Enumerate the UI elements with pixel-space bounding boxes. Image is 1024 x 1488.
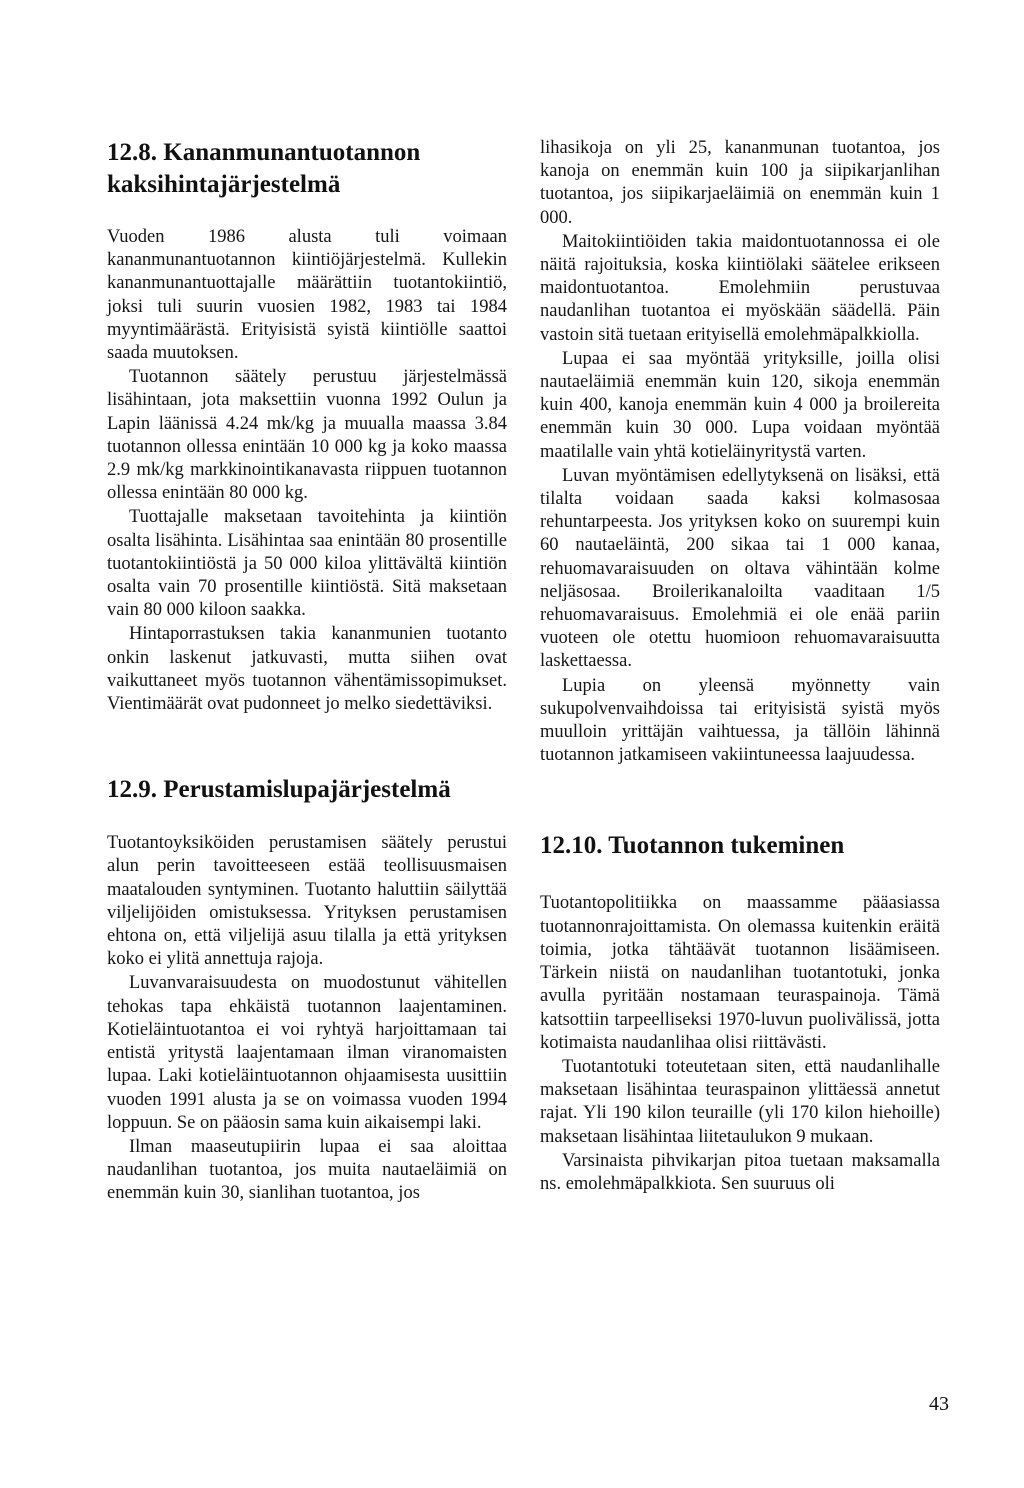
paragraph: Tuotantotuki toteutetaan siten, että naudanlihalle maksetaan lisähintaa teuraspainon ylittäessä annetut rajat. Yli 190 kilon teuraille (yli 170 kilon hiehoille) maksetaan lisähintaa liitetaulukon 9 mukaan. bbox=[540, 1056, 940, 1147]
paragraph: Tuotantopolitiikka on maassamme pääasiassa tuotannonrajoittamista. On olemassa kuitenkin eräitä toimia, jotka tähtäävät tuotannon lisäämiseen. Tärkein niistä on naudanlihan tuotantotuki, jonka avulla pyritään nostamaan teuraspainoja. Tämä katsottiin tarpeelliseksi 1970-luvun puolivälissä, jotta kotimaista naudanlihaa olisi riittävästi. bbox=[540, 893, 940, 1053]
section-12-9-continued-body bbox=[540, 137, 940, 767]
paragraph: Ilman maaseutupiirin lupaa ei saa aloittaa naudanlihan tuotantoa, jos muita nautaeläimiä on enemmän kuin 30, sianlihan tuotantoa, jos bbox=[107, 1136, 507, 1204]
section-12-10-heading: 12.10. Tuotannon tukeminen bbox=[540, 832, 845, 860]
section-12-9-body bbox=[107, 832, 507, 1205]
paragraph: Luvanvaraisuudesta on muodostunut vähitellen tehokas tapa ehkäistä tuotannon laajentaminen. Kotieläintuotantoa ei voi ryhtyä harjoittamaan tai entistä yritystä laajentamaan ilman viranomaisten lupaa. Laki kotieläintuotannon ohjaamisesta uusittiin vuoden 1991 alusta ja se on voimassa vuoden 1994 loppuun. Se on pääosin sama kuin aikaisempi laki. bbox=[107, 973, 507, 1133]
section-12-8-body bbox=[107, 226, 507, 716]
section-12-8-heading: 12.8. Kananmunantuotannon kaksihintajärjestelmä bbox=[107, 139, 421, 198]
paragraph: Tuotantoyksiköiden perustamisen säätely perustui alun perin tavoitteeseen estää teollisuusmaisen maatalouden syntyminen. Tuotanto haluttiin säilyttää viljelijöiden omistuksessa. Yrityksen perustamisen ehtona on, että viljelijä asuu tilalla ja että yrityksen koko ei ylitä annettuja rajoja. bbox=[107, 833, 507, 970]
paragraph: Maitokiintiöiden takia maidontuotannossa ei ole näitä rajoituksia, koska kiintiölaki säätelee erikseen maidontuotantoa. Emolehmiin perustuvaa naudanlihan tuotantoa ei myöskään säädellä. Päin vastoin sitä tuetaan erityisellä emolehmäpalkkiolla. bbox=[540, 231, 940, 345]
paragraph: Tuottajalle maksetaan tavoitehinta ja kiintiön osalta lisähinta. Lisähintaa saa enintään 80 prosentille tuotantokiintiöstä ja 50 000 kiloa ylittävältä kiintiön osalta vain 70 prosentille kiintiöstä. Sitä maksetaan vain 80 000 kiloon saakka. bbox=[107, 507, 507, 621]
paragraph: Luvan myöntämisen edellytyksenä on lisäksi, että tilalta voidaan saada kaksi kolmasosaa rehuntarpeesta. Jos yrityksen koko on suurempi kuin 60 nautaeläintä, 200 sikaa tai 1 000 kanaa, rehuomavaraisuuden on oltava vähintään kolme neljäsosaa. Broilerikanaloilta vaaditaan 1/5 rehuomavaraisuus. Emolehmiä ei ole enää pariin vuoteen ole otettu huomioon rehuomavaraisuutta laskettaessa. bbox=[540, 465, 940, 672]
paragraph: Tuotannon säätely perustuu järjestelmässä lisähintaan, jota maksettiin vuonna 1992 Oulun ja Lapin läänissä 4.24 mk/kg ja muualla maassa 3.84 tuotannon ollessa enintään 10 000 kg ja koko maassa 2.9 mk/kg markkinointikanavasta riippuen tuotannon ollessa enintään 80 000 kg. bbox=[107, 367, 507, 504]
left-column bbox=[107, 137, 507, 1207]
paragraph: Hintaporrastuksen takia kananmunien tuotanto onkin laskenut jatkuvasti, mutta siihen ovat vaikuttaneet myös tuotannon vähentämissopimukset. Vientimäärät ovat pudonneet jo melko siedettäviksi. bbox=[107, 624, 507, 715]
page-number: 43 bbox=[929, 1393, 949, 1415]
paragraph: Vuoden 1986 alusta tuli voimaan kananmunantuotannon kiintiöjärjestelmä. Kullekin kananmunantuottajalle määrättiin tuotantokiintiö, joksi tuli suurin vuosien 1982, 1983 tai 1984 myyntimäärästä. Erityisistä syistä kiintiölle saattoi saada muutoksen. bbox=[107, 227, 507, 364]
paragraph: Lupia on yleensä myönnetty vain sukupolvenvaihdoissa tai erityisistä syistä myös muulloin yrittäjän vaihtuessa, ja tällöin lähinnä tuotannon jatkamiseen vakiintuneessa laajuudessa. bbox=[540, 675, 940, 766]
section-12-10-body bbox=[540, 892, 940, 1196]
section-12-9-heading: 12.9. Perustamislupajärjestelmä bbox=[107, 776, 451, 804]
paragraph: Varsinaista pihvikarjan pitoa tuetaan maksamalla ns. emolehmäpalkkiota. Sen suuruus oli bbox=[540, 1150, 940, 1194]
paragraph: lihasikoja on yli 25, kananmunan tuotantoa, jos kanoja on enemmän kuin 100 ja siipikarjanlihan tuotantoa, jos siipikarjaeläimiä on enemmän kuin 1 000. bbox=[540, 138, 940, 228]
right-column bbox=[540, 137, 940, 1197]
paragraph: Lupaa ei saa myöntää yrityksille, joilla olisi nautaeläimiä enemmän kuin 120, sikoja enemmän kuin 400, kanoja enemmän kuin 4 000 ja broilereita enemmän kuin 30 000. Lupa voidaan myöntää maatilalle vain yhtä kotieläinyritystä varten. bbox=[540, 348, 940, 462]
